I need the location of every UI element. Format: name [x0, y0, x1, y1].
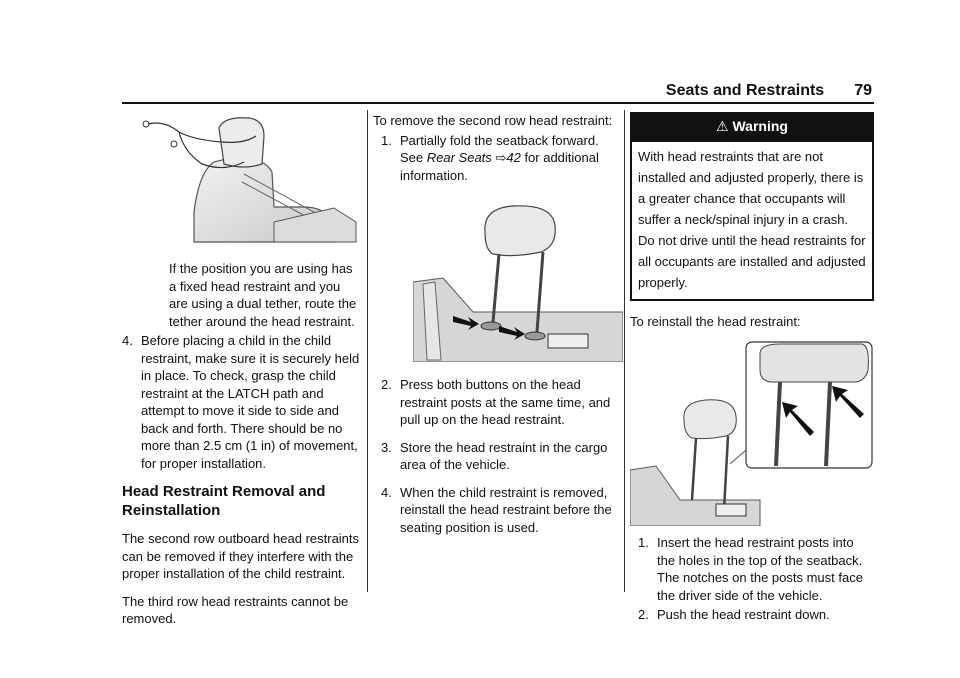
column-2 — [373, 112, 613, 536]
step-number: 3. — [381, 439, 392, 455]
step-number: 2. — [638, 607, 649, 622]
step-number: 1. — [638, 535, 649, 550]
column-1 — [122, 112, 360, 638]
step-text: for additional information. — [400, 150, 599, 183]
step-2 — [381, 376, 613, 429]
step-number: 4. — [122, 333, 133, 348]
step-3 — [381, 439, 613, 474]
step-number: 1. — [381, 132, 392, 148]
page-reference[interactable]: 42 — [506, 150, 521, 165]
warning-header — [632, 114, 872, 142]
tether-note: If the position you are using has a fixed head restraint and you are using a dual tether, route the tether around the head restraint. — [169, 261, 357, 329]
step-1 — [381, 132, 613, 185]
step-text: Before placing a child in the child restraint, make sure it is securely held in place. To check, grasp the child restraint at the LATCH path and attempt to move it side to side and back and forth. There should be no more than 2.5 cm (1 in) of movement, for proper installation. — [141, 333, 360, 471]
column-divider — [624, 110, 625, 592]
step-number: 4. — [381, 484, 392, 500]
step-text: Store the head restraint in the cargo area of the vehicle. — [400, 439, 608, 472]
step-4 — [122, 332, 360, 472]
head-restraint-removal-illustration — [413, 202, 623, 362]
step-text: Push the head restraint down. — [657, 607, 830, 622]
cross-reference-link[interactable]: Rear Seats — [426, 150, 492, 165]
paragraph: The second row outboard head restraints can be removed if they interfere with the proper installation of the child restraint. — [122, 531, 360, 581]
page-header — [666, 82, 872, 100]
step-text: Insert the head restraint posts into the holes in the top of the seatback. The notches on the posts must face the driver side of the vehicle. — [657, 535, 863, 603]
procedure-intro: To reinstall the head restraint: — [630, 313, 801, 329]
step-text: Partially fold the seatback forward. See — [400, 132, 599, 165]
warning-text: With head restraints that are not installed and adjusted properly, there is a greater chance that occupants will suffer a neck/spinal injury in a crash. Do not drive until the head restraints for all occupants are installed and adjusted properly. — [638, 148, 866, 290]
warning-icon: ⚠ — [716, 118, 729, 134]
column-3 — [630, 112, 874, 624]
step-text: When the child restraint is removed, reinstall the head restraint before the seating position is used. — [400, 484, 612, 535]
step-number: 2. — [381, 377, 392, 392]
page-number: 79 — [854, 82, 872, 99]
header-rule — [122, 102, 874, 104]
paragraph: The third row head restraints cannot be removed. — [122, 593, 349, 626]
page-reference-icon: ⇨ — [495, 150, 507, 165]
section-title: Seats and Restraints — [665, 82, 825, 99]
head-restraint-reinstall-illustration — [630, 340, 874, 526]
child-seat-tether-illustration — [124, 112, 362, 244]
step-text: Press both buttons on the head restraint posts at the same time, and pull up on the head restraint. — [400, 377, 611, 427]
procedure-intro: To remove the second row head restraint: — [373, 113, 613, 128]
warning-box — [630, 112, 874, 301]
warning-title: Warning — [732, 118, 788, 134]
step-4 — [381, 484, 613, 537]
section-heading: Head Restraint Removal and Reinstallation — [122, 483, 326, 519]
step-1 — [638, 534, 874, 604]
column-divider — [367, 110, 368, 592]
step-2 — [638, 606, 874, 624]
